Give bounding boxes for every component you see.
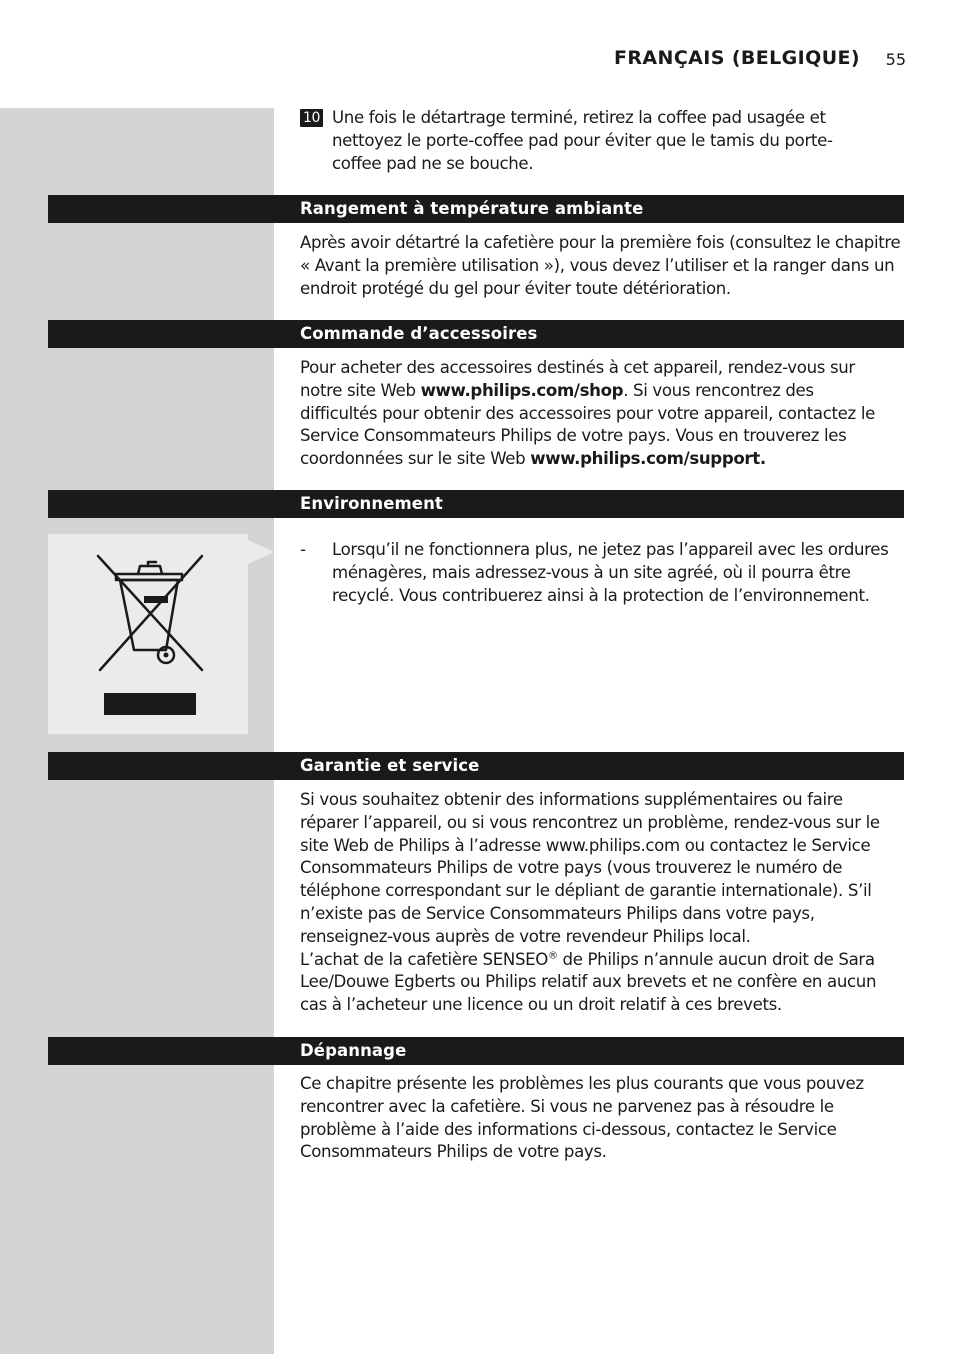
page-header-title: FRANÇAIS (BELGIQUE) — [614, 47, 860, 69]
section-heading-troubleshooting — [48, 1037, 904, 1065]
section-title: Garantie et service — [300, 756, 480, 775]
section-body-accessories — [300, 357, 880, 471]
step-text: Une fois le détartrage terminé, retirez la coffee pad usagée et nettoyez le porte-coffee pad pour éviter que le tamis du porte-coffee pad ne se bouche. — [332, 108, 833, 173]
section-title: Rangement à température ambiante — [300, 199, 644, 218]
section-heading-storage — [48, 195, 904, 223]
paragraph-text: Si vous souhaitez obtenir des informations supplémentaires ou faire réparer l’appareil, ou si vous rencontrez un problème, rendez-vous sur le site Web de Philips à l’adresse www.philips.com ou contactez le Service Consommateurs Philips de votre pays (vous trouverez le numéro de téléphone correspondant sur le dépliant de garantie internationale). S’il n’existe pas de Service Consommateurs Philips dans votre pays, renseignez-vous auprès de votre revendeur Philips local. — [300, 790, 880, 946]
section-title: Dépannage — [300, 1041, 407, 1060]
registered-mark: ® — [547, 950, 558, 962]
weee-illustration — [48, 534, 248, 734]
bullet-text: Lorsqu’il ne fonctionnera plus, ne jetez pas l’appareil avec les ordures ménagères, mais adressez-vous à un site agréé, où il pourra être recyclé. Vous contribuerez ainsi à la protection de l’environnement. — [332, 540, 889, 605]
paragraph-text: de Philips n’annule aucun droit de Sara Lee/Douwe Egberts ou Philips relatif aux brevets et ne confère en aucun cas à l’acheteur une licence ou un droit relatif à ces brevets. — [300, 949, 877, 1015]
section-heading-environment — [48, 490, 904, 518]
section-title: Environnement — [300, 494, 443, 513]
page-number: 55 — [885, 50, 906, 69]
section-heading-accessories — [48, 320, 904, 348]
paragraph-text: . Si vous rencontrez des difficultés pour obtenir des accessoires pour votre appareil, contactez le Service Consommateurs Philips de votre pays. Vous en trouverez les coordonnées sur le site Web — [300, 380, 875, 469]
paragraph-text: Pour acheter des accessoires destinés à cet appareil, rendez-vous sur notre site Web — [300, 358, 855, 400]
section-body-warranty — [300, 789, 900, 1017]
section-heading-warranty — [48, 752, 904, 780]
callout-pointer — [248, 540, 274, 564]
step-number-badge: 10 — [300, 109, 323, 127]
section-body-troubleshooting: Ce chapitre présente les problèmes les plus courants que vous pouvez rencontrer avec la cafetière. Si vous ne parvenez pas à résoudre le problème à l’aide des informations ci-dessous, contactez le Service Consommateurs Philips de votre pays. — [300, 1074, 864, 1162]
crossed-out-wheelie-bin-icon — [48, 534, 248, 734]
paragraph-text: L’achat de la cafetière SENSEO — [300, 949, 548, 969]
shop-link[interactable]: www.philips.com/shop — [420, 380, 624, 400]
bullet-dash: - — [300, 540, 306, 559]
section-body-storage: Après avoir détartré la cafetière pour la première fois (consultez le chapitre « Avant la première utilisation »), vous devez l’utiliser et la ranger dans un endroit protégé du gel pour éviter toute détérioration. — [300, 233, 901, 298]
section-title: Commande d’accessoires — [300, 324, 538, 343]
support-link[interactable]: www.philips.com/support. — [530, 449, 766, 469]
